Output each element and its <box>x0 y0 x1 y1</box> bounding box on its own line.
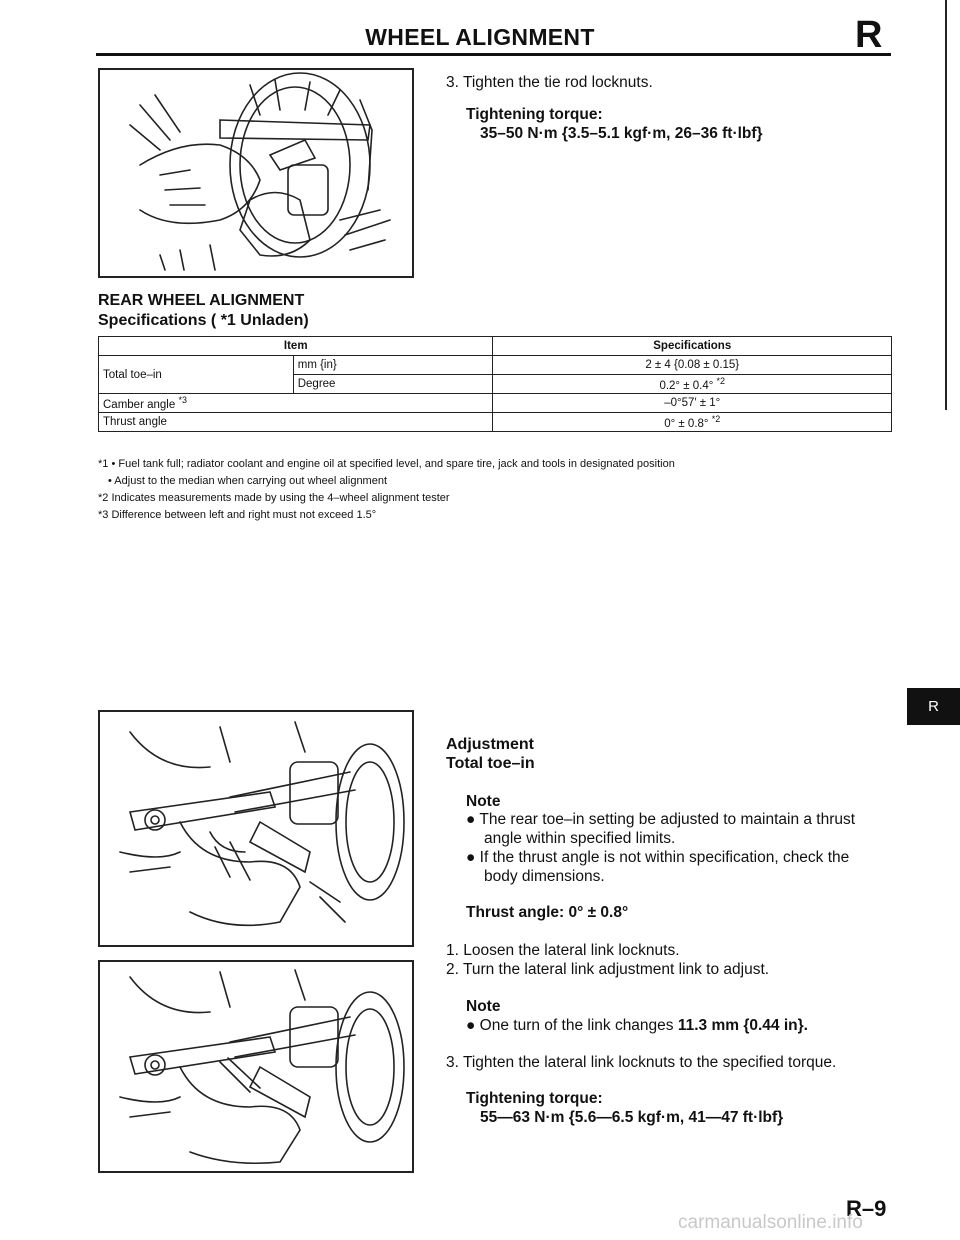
footnote-ref: *2 <box>716 376 726 387</box>
lateral-link-illustration-2 <box>98 960 414 1173</box>
spec-subtitle: Specifications ( *1 Unladen) <box>98 312 309 329</box>
adjustment-title: Adjustment <box>446 736 534 753</box>
footnote-1b: • Adjust to the median when carrying out wheel alignment <box>108 475 388 487</box>
thrust-value-cell <box>493 413 892 432</box>
unit-degree: Degree <box>293 375 493 394</box>
section-tab[interactable]: R <box>907 688 960 725</box>
header-item: Item <box>99 337 493 356</box>
lateral-link-illustration-1 <box>98 710 414 947</box>
footnote-ref: *2 <box>711 414 721 425</box>
total-toe-label: Total toe–in <box>99 356 294 394</box>
adjustment-subtitle: Total toe–in <box>446 755 535 772</box>
step-tighten-lateral: 3. Tighten the lateral link locknuts to the specified torque. <box>446 1054 837 1071</box>
torque-value-2: 55—63 N·m {5.6—6.5 kgf·m, 41—47 ft·lbf} <box>480 1109 784 1126</box>
note-bullet-1: ● The rear toe–in setting be adjusted to maintain a thrust <box>466 811 856 828</box>
step-loosen: 1. Loosen the lateral link locknuts. <box>446 942 680 959</box>
torque-label: Tightening torque: <box>466 106 603 123</box>
camber-label: Camber angle <box>103 398 176 411</box>
note-label: Note <box>466 793 501 810</box>
section-title: REAR WHEEL ALIGNMENT <box>98 292 305 309</box>
note-label-2: Note <box>466 998 501 1015</box>
thrust-angle-line <box>466 903 628 923</box>
table-row <box>99 394 892 413</box>
table-header-row <box>99 337 892 356</box>
footnote-3: *3 Difference between left and right must not exceed 1.5° <box>98 509 377 521</box>
note-bullet-1-cont: angle within specified limits. <box>484 830 676 847</box>
lateral-link-drawing-1 <box>100 712 412 945</box>
header-spec: Specifications <box>493 337 892 356</box>
watermark: carmanualsonline.info <box>678 1212 863 1233</box>
note-bullet-2-cont: body dimensions. <box>484 868 605 885</box>
unit-mm: mm {in} <box>293 356 493 375</box>
lateral-link-drawing-2 <box>100 962 412 1171</box>
toe-mm-value: 2 ± 4 {0.08 ± 0.15} <box>493 356 892 375</box>
page-number: R–9 <box>846 1196 887 1221</box>
torque-label-2: Tightening torque: <box>466 1090 603 1107</box>
camber-label-cell <box>99 394 493 413</box>
thrust-value: 0° ± 0.8° <box>664 417 709 430</box>
table-row <box>99 356 892 375</box>
note-bullet-2: ● If the thrust angle is not within specification, check the <box>466 849 850 866</box>
tie-rod-illustration <box>98 68 414 278</box>
step-tighten-tie-rod: 3. Tighten the tie rod locknuts. <box>446 74 653 91</box>
footnote-1: *1 • Fuel tank full; radiator coolant and engine oil at specified level, and spare tire, jack and tools in designated position <box>98 458 675 470</box>
section-letter: R <box>855 14 883 56</box>
footnote-2: *2 Indicates measurements made by using the 4–wheel alignment tester <box>98 492 450 504</box>
header-rule <box>96 53 891 56</box>
tie-rod-drawing <box>100 70 412 276</box>
page-header-title: WHEEL ALIGNMENT <box>365 24 595 50</box>
note-2-text: ● One turn of the link changes <box>466 1017 674 1034</box>
torque-value: 35–50 N·m {3.5–5.1 kgf·m, 26–36 ft·lbf} <box>480 125 763 142</box>
note-2-bullet <box>466 1016 808 1036</box>
spec-table <box>98 336 892 432</box>
footnote-ref: *3 <box>178 395 187 406</box>
thrust-angle-value: 0° ± 0.8° <box>568 904 629 921</box>
thrust-angle-label: Thrust angle: <box>466 904 565 921</box>
table-row <box>99 413 892 432</box>
thrust-label: Thrust angle <box>99 413 493 432</box>
step-turn: 2. Turn the lateral link adjustment link to adjust. <box>446 961 770 978</box>
camber-value: –0°57′ ± 1° <box>493 394 892 413</box>
page-edge-line <box>945 0 947 410</box>
toe-degree-cell <box>493 375 892 394</box>
toe-degree-value: 0.2° ± 0.4° <box>659 379 714 392</box>
note-2-value: 11.3 mm {0.44 in}. <box>677 1017 808 1034</box>
